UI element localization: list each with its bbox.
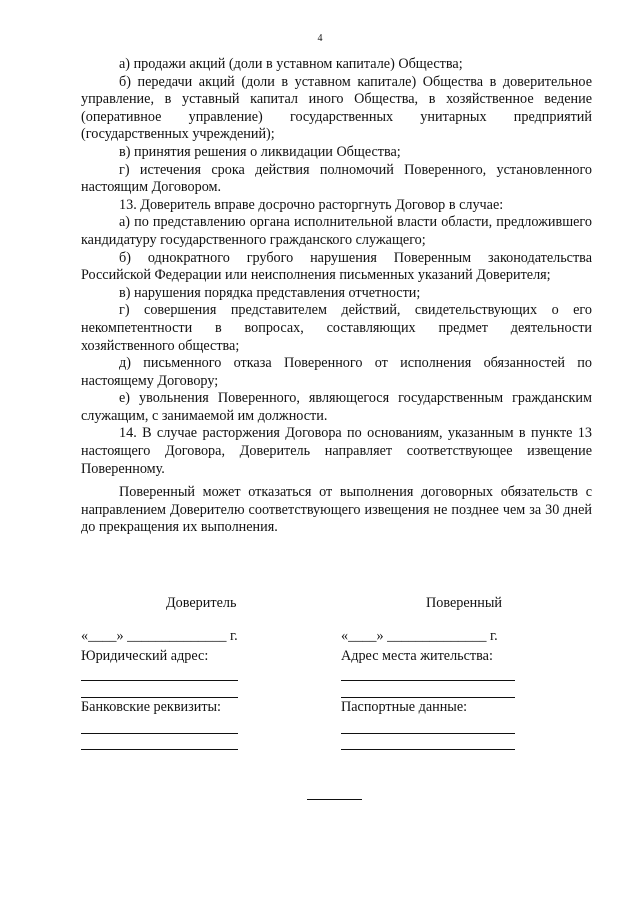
trustor-address-line-2 xyxy=(81,697,238,698)
clause-13v: в) нарушения порядка представления отчетности; xyxy=(119,284,421,301)
clause-13a: а) по представлению органа исполнительной власти области, предложившего кандидатуру государственного гражданского служащего; xyxy=(81,214,592,248)
attorney-passport-line-2 xyxy=(341,749,515,750)
page-number: 4 xyxy=(317,33,323,44)
attorney-title: Поверенный xyxy=(426,595,502,611)
clause-14-refusal: Поверенный может отказаться от выполнения договорных обязательств с направлением Доверителю соответствующего извещения не позднее чем за 30 дней до прекращения их выполнения. xyxy=(81,484,592,536)
attorney-address-line-1 xyxy=(341,680,515,681)
clause-13e: е) увольнения Поверенного, являющегося государственным гражданским служащим, с занимаемой им должности. xyxy=(81,390,592,424)
clause-12a: а) продажи акций (доли в уставном капитале) Общества; xyxy=(119,56,463,72)
clause-12g: г) истечения срока действия полномочий Поверенного, установленного настоящим Договором. xyxy=(81,161,592,196)
trustor-date: «____» ______________ г. xyxy=(81,628,238,644)
clause-14: 14. В случае расторжения Договора по основаниям, указанным в пункте 13 настоящего Договора, Доверитель направляет соответствующее извещение Поверенному. xyxy=(81,425,592,477)
attorney-address-label: Адрес места жительства: xyxy=(341,648,493,664)
attorney-address-line-2 xyxy=(341,697,515,698)
clause-13b: б) однократного грубого нарушения Поверенным законодательства Российской Федерации или неисполнения письменных указаний Доверителя; xyxy=(81,249,592,284)
trustor-bank-label: Банковские реквизиты: xyxy=(81,699,221,715)
clause-12v: в) принятия решения о ликвидации Общества; xyxy=(119,143,401,160)
attorney-passport-label: Паспортные данные: xyxy=(341,699,468,715)
trustor-bank-line-1 xyxy=(81,733,238,734)
end-of-document-rule xyxy=(307,799,362,800)
attorney-passport-line-1 xyxy=(341,733,515,734)
trustor-address-line-1 xyxy=(81,680,238,681)
clause-13g: г) совершения представителем действий, свидетельствующих о его некомпетентности в вопросах, составляющих предмет деятельности хозяйственного общества; xyxy=(81,302,592,354)
clause-13: 13. Доверитель вправе досрочно расторгнуть Договор в случае: xyxy=(119,196,504,213)
clause-12b: б) передачи акций (доли в уставном капитале) Общества в доверительное управление, в уставный капитал иного Общества, в хозяйственное ведение (оперативное управление) государственных унитарных предприятий (государственных учреждений); xyxy=(81,73,592,143)
attorney-date: «____» ______________ г. xyxy=(341,628,498,644)
clause-13d: д) письменного отказа Поверенного от исполнения обязанностей по настоящему Договору; xyxy=(81,355,592,389)
trustor-bank-line-2 xyxy=(81,749,238,750)
document-body xyxy=(81,56,592,537)
trustor-title: Доверитель xyxy=(166,595,237,611)
trustor-address-label: Юридический адрес: xyxy=(81,648,209,664)
